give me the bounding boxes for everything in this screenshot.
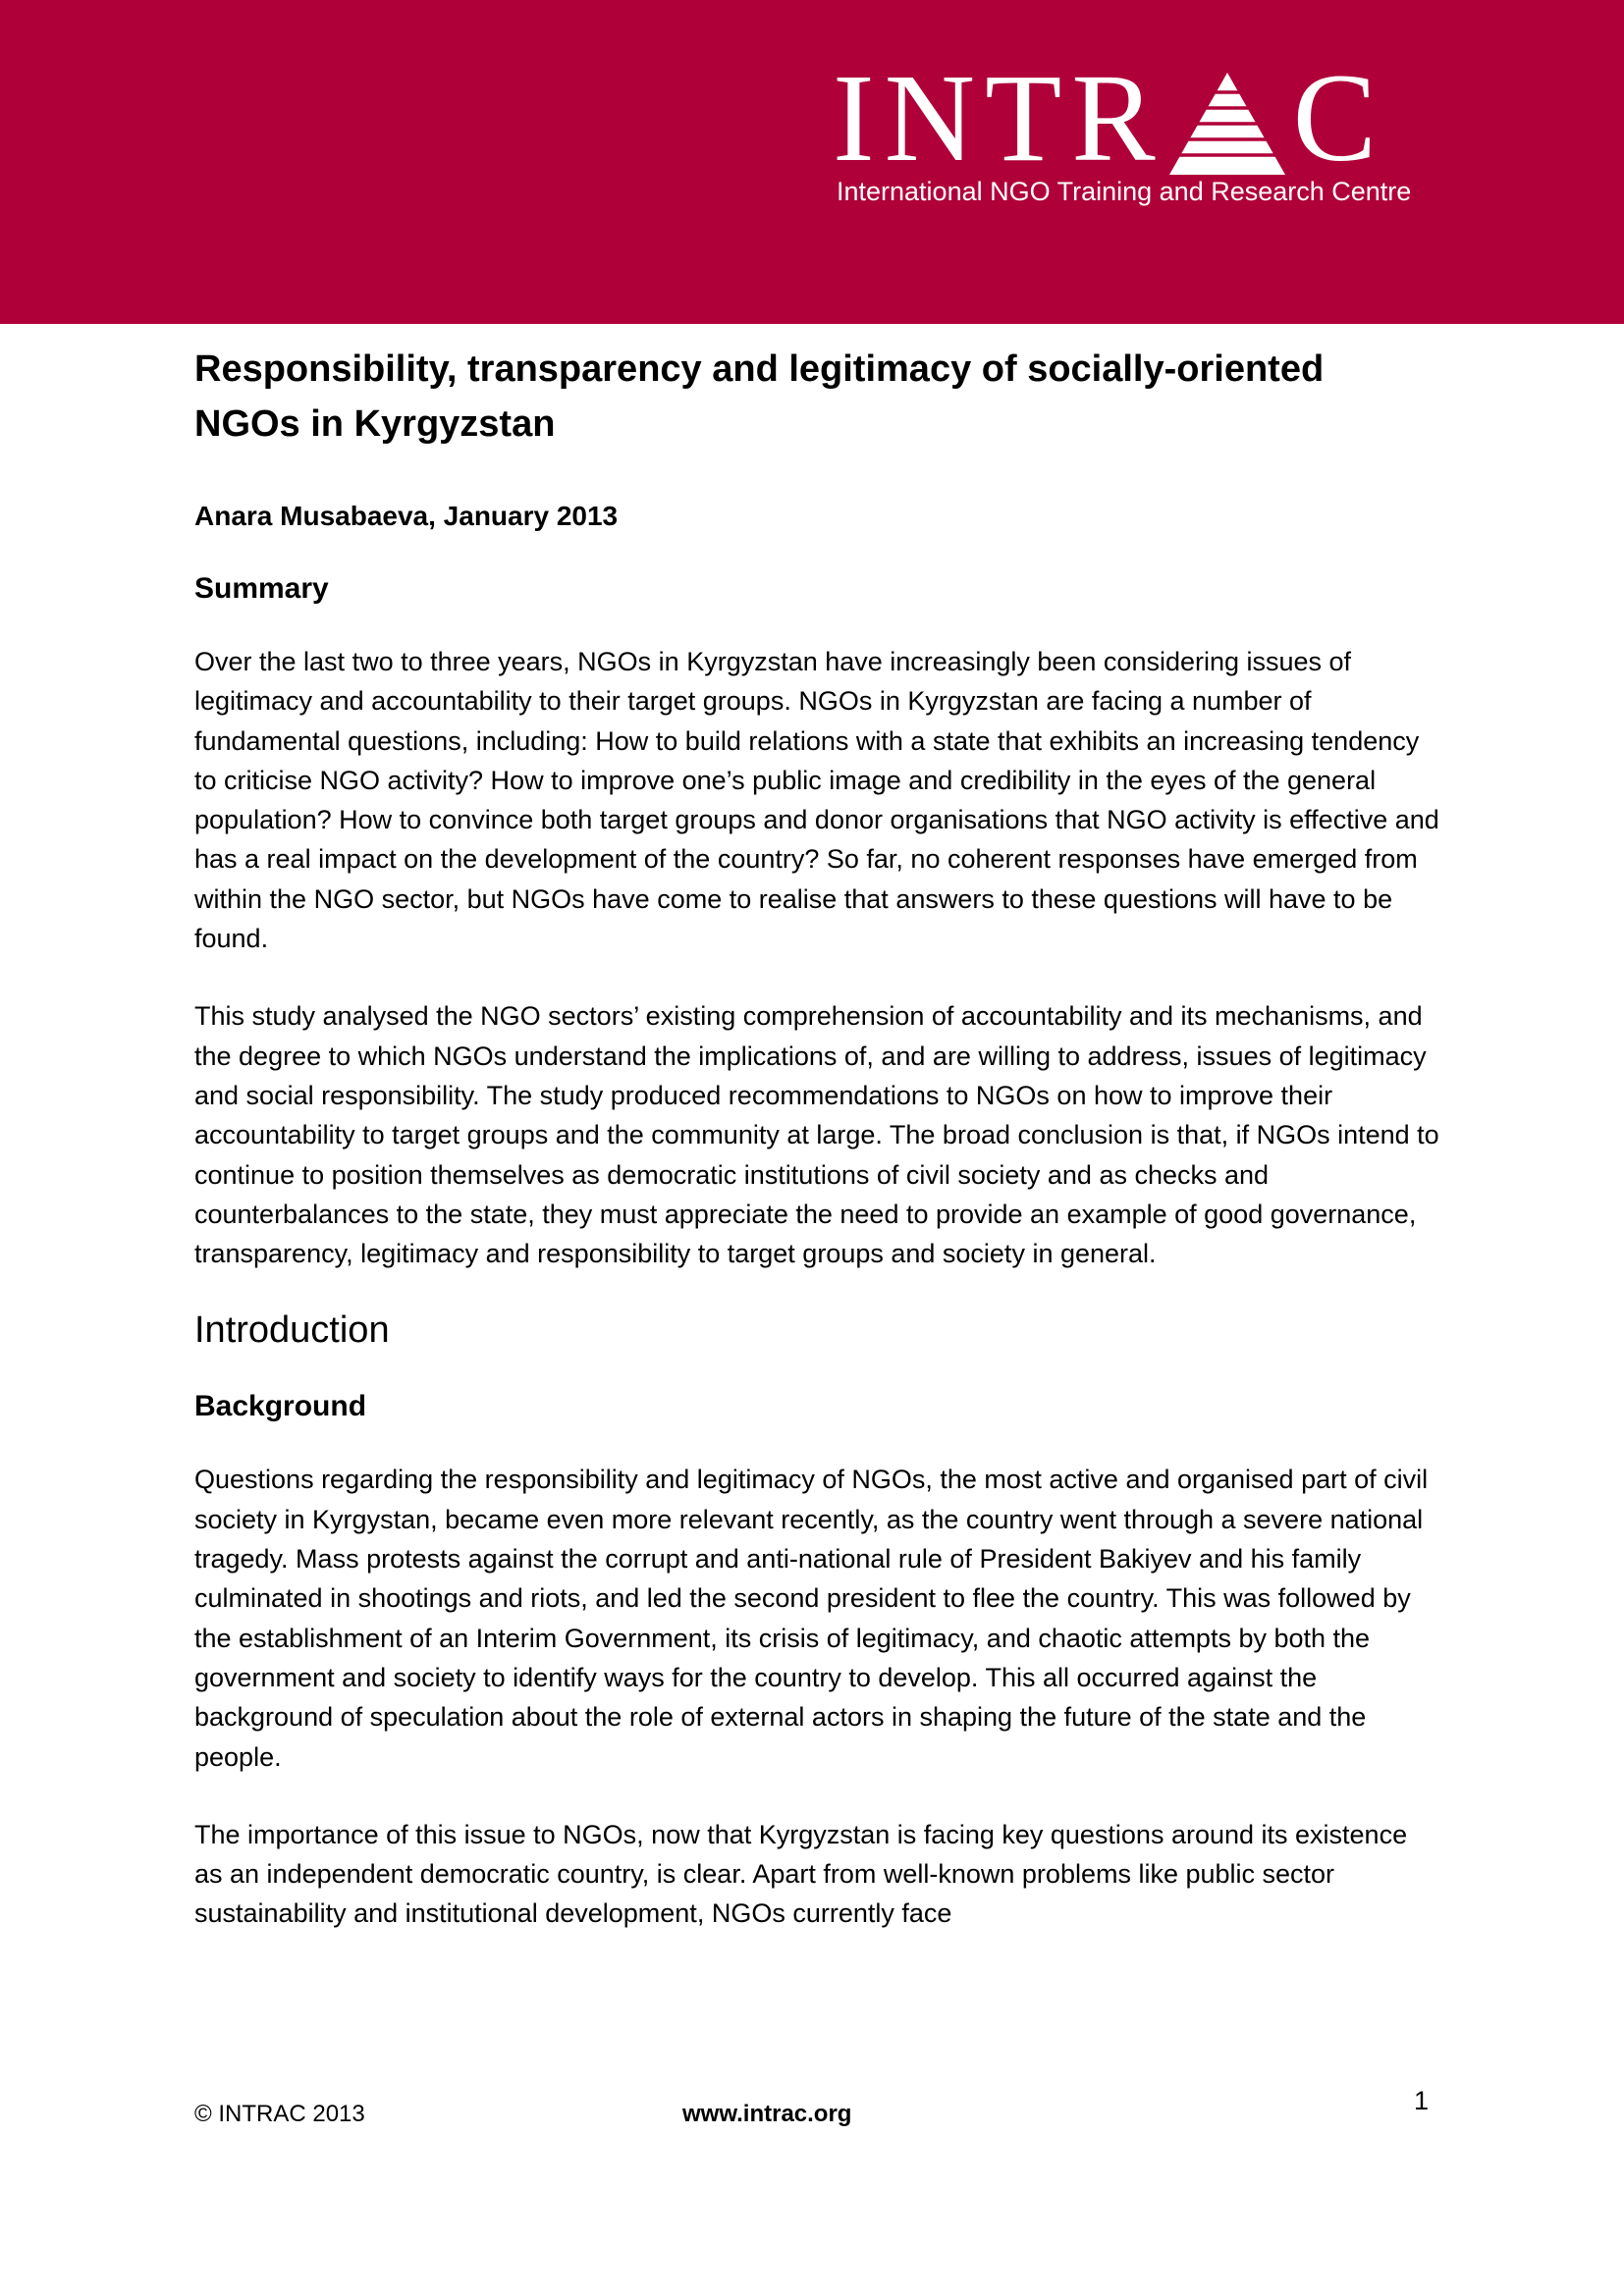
- logo-letter: I: [833, 48, 885, 187]
- background-heading: Background: [194, 1390, 367, 1423]
- logo-letter: C: [1292, 48, 1386, 187]
- background-paragraph: Questions regarding the responsibility and legitimacy of NGOs, the most active and organised part of civil society in Kyrgystan, became even more relevant recently, as the country went through a severe national tragedy. Mass protests against the corrupt and anti-national rule of President Bakiyev and his family culminated in shootings and riots, and led the second president to flee the country. This was followed by the establishment of an Interim Government, its crisis of legitimacy, and chaotic attempts by both the government and society to identify ways for the country to develop. This all occurred against the background of speculation about the role of external actors in shaping the future of the state and the people.: [194, 1465, 1429, 1772]
- intrac-logo: [833, 48, 1412, 216]
- header-band: [0, 0, 1624, 324]
- summary-heading: Summary: [194, 572, 329, 605]
- document-body: [194, 342, 1439, 1934]
- logo-letter: N: [884, 48, 986, 187]
- logo-triangle-a-icon: [1169, 73, 1285, 175]
- footer-website-link[interactable]: www.intrac.org: [682, 2101, 852, 2127]
- logo-tagline: International NGO Training and Research Centre: [837, 177, 1412, 206]
- summary-paragraph: Over the last two to three years, NGOs in Kyrgyzstan have increasingly been considering issues of legitimacy and accountability to their target groups. NGOs in Kyrgyzstan are facing a number of fundamental questions, including: How to build relations with a state that exhibits an increasing tendency to criticise NGO activity? How to improve one’s public image and credibility in the eyes of the general population? How to convince both target groups and donor organisations that NGO activity is effective and has a real impact on the development of the country? So far, no coherent responses have emerged from within the NGO sector, but NGOs have come to realise that answers to these questions will have to be found.: [194, 647, 1439, 954]
- introduction-heading: Introduction: [194, 1309, 390, 1352]
- logo-letter: T: [985, 48, 1072, 187]
- background-paragraph: The importance of this issue to NGOs, now that Kyrgyzstan is facing key questions around its existence as an independent democratic country, is clear. Apart from well-known problems like public sector sustainability and institutional development, NGOs currently face: [194, 1819, 1408, 1929]
- page-number: 1: [1414, 2086, 1430, 2115]
- document-title: Responsibility, transparency and legitimacy of socially-oriented NGOs in Kyrgyzstan: [194, 348, 1325, 445]
- logo-letter: R: [1071, 48, 1165, 187]
- footer-copyright: © INTRAC 2013: [194, 2101, 365, 2127]
- logo-wordmark: [833, 48, 1386, 187]
- author-date: Anara Musabaeva, January 2013: [194, 501, 619, 531]
- summary-paragraph: This study analysed the NGO sectors’ existing comprehension of accountability and its mechanisms, and the degree to which NGOs understand the implications of, and are willing to address, issues of legitimacy and social responsibility. The study produced recommendations to NGOs on how to improve their accountability to target groups and the community at large. The broad conclusion is that, if NGOs intend to continue to position themselves as democratic institutions of civil society and as checks and counterbalances to the state, they must appreciate the need to provide an example of good governance, transparency, legitimacy and responsibility to target groups and society in general.: [194, 1001, 1439, 1269]
